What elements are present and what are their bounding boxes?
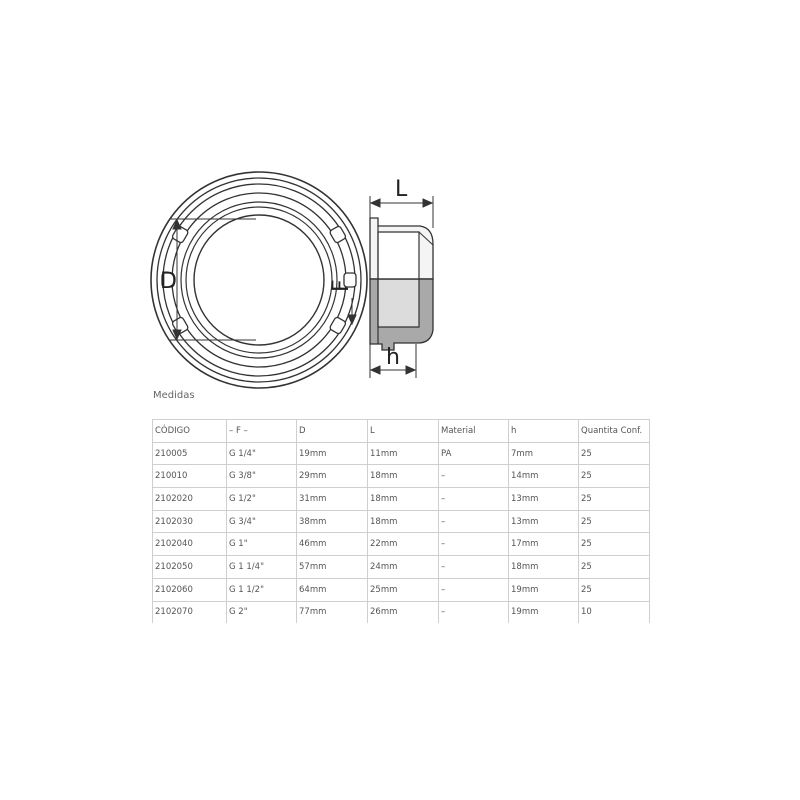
cell-d: 77mm [297, 601, 368, 623]
cell-material: – [439, 488, 509, 511]
cell-quantita: 25 [579, 578, 650, 601]
cell-l: 11mm [368, 442, 439, 465]
header-h: h [509, 420, 579, 443]
cell-l: 18mm [368, 465, 439, 488]
cell-h: 19mm [509, 578, 579, 601]
cell-f: G 1" [227, 533, 297, 556]
cell-material: – [439, 465, 509, 488]
cell-l: 26mm [368, 601, 439, 623]
side-view [370, 218, 433, 350]
cell-h: 13mm [509, 510, 579, 533]
cell-material: – [439, 510, 509, 533]
cell-codigo: 2102070 [153, 601, 227, 623]
technical-drawing [0, 0, 800, 390]
cell-f: G 2" [227, 601, 297, 623]
table-row [153, 556, 650, 579]
dimension-label-h: h [386, 345, 400, 370]
cell-l: 18mm [368, 510, 439, 533]
table-row [153, 465, 650, 488]
header-l: L [368, 420, 439, 443]
cell-material: PA [439, 442, 509, 465]
cell-h: 18mm [509, 556, 579, 579]
cell-d: 29mm [297, 465, 368, 488]
cell-quantita: 25 [579, 533, 650, 556]
cell-f: G 3/8" [227, 465, 297, 488]
cell-h: 19mm [509, 601, 579, 623]
cell-quantita: 10 [579, 601, 650, 623]
cell-material: – [439, 578, 509, 601]
cell-quantita: 25 [579, 556, 650, 579]
cell-d: 19mm [297, 442, 368, 465]
dimension-label-F: F [329, 279, 354, 292]
table-row [153, 510, 650, 533]
table-header-row [153, 420, 650, 443]
cell-material: – [439, 533, 509, 556]
cell-quantita: 25 [579, 465, 650, 488]
table-row [153, 488, 650, 511]
table-row [153, 533, 650, 556]
header-codigo: CÓDIGO [153, 420, 227, 443]
header-material: Material [439, 420, 509, 443]
cell-codigo: 2102060 [153, 578, 227, 601]
cell-h: 7mm [509, 442, 579, 465]
cell-codigo: 2102050 [153, 556, 227, 579]
section-title: Medidas [153, 390, 195, 401]
cell-codigo: 2102040 [153, 533, 227, 556]
cell-d: 38mm [297, 510, 368, 533]
cell-l: 25mm [368, 578, 439, 601]
header-f: – F – [227, 420, 297, 443]
cell-quantita: 25 [579, 488, 650, 511]
cell-material: – [439, 556, 509, 579]
cell-h: 14mm [509, 465, 579, 488]
cell-d: 46mm [297, 533, 368, 556]
cell-l: 24mm [368, 556, 439, 579]
cell-quantita: 25 [579, 510, 650, 533]
cell-f: G 1 1/2" [227, 578, 297, 601]
cell-l: 18mm [368, 488, 439, 511]
cell-codigo: 210005 [153, 442, 227, 465]
header-quantita: Quantita Conf. [579, 420, 650, 443]
cell-l: 22mm [368, 533, 439, 556]
cell-f: G 1 1/4" [227, 556, 297, 579]
cell-quantita: 25 [579, 442, 650, 465]
table-row [153, 442, 650, 465]
table-row [153, 578, 650, 601]
cell-d: 31mm [297, 488, 368, 511]
specs-table [152, 419, 650, 623]
cell-codigo: 2102030 [153, 510, 227, 533]
cell-d: 64mm [297, 578, 368, 601]
cell-f: G 3/4" [227, 510, 297, 533]
table-row [153, 601, 650, 623]
cell-f: G 1/4" [227, 442, 297, 465]
cell-codigo: 2102020 [153, 488, 227, 511]
cell-d: 57mm [297, 556, 368, 579]
cell-h: 13mm [509, 488, 579, 511]
cell-codigo: 210010 [153, 465, 227, 488]
dimension-label-D: D [160, 269, 177, 294]
cell-h: 17mm [509, 533, 579, 556]
cell-f: G 1/2" [227, 488, 297, 511]
header-d: D [297, 420, 368, 443]
cell-material: – [439, 601, 509, 623]
dimension-label-L: L [395, 177, 408, 202]
